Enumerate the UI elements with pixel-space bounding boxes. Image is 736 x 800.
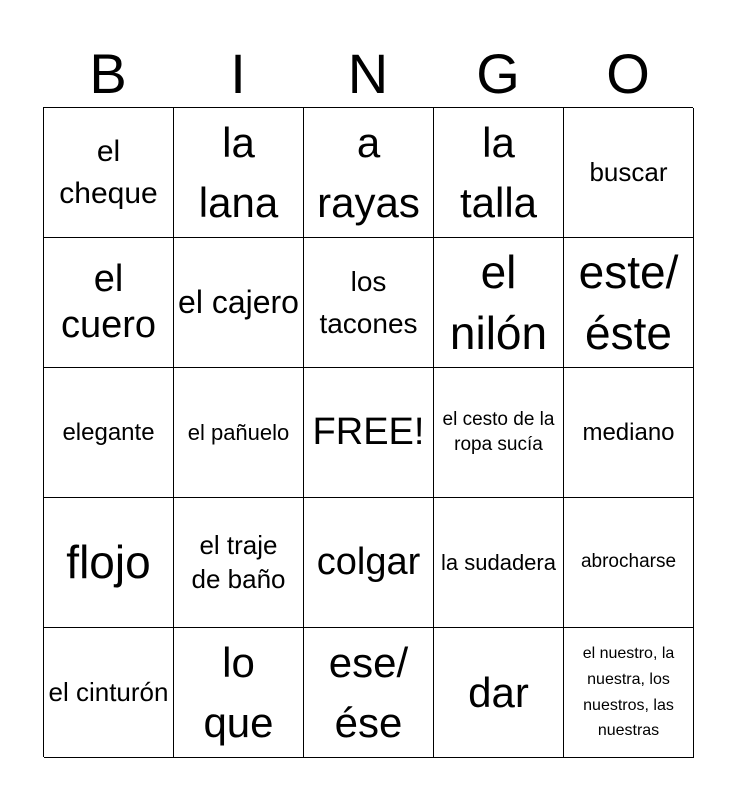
header-letter-i: I [230,42,246,105]
cell-text: el cinturón [48,676,169,707]
bingo-cell[interactable] [434,368,564,498]
bingo-cell[interactable] [434,498,564,628]
bingo-cell[interactable] [304,108,434,238]
cell-text: los tacones [319,265,418,339]
bingo-cell[interactable] [44,628,174,758]
header-letter-o: O [606,42,650,105]
bingo-board [43,107,693,757]
cell-text: este/ éste [578,245,679,359]
header-letter-b: B [89,42,127,105]
bingo-cell[interactable] [304,498,434,628]
bingo-cell[interactable] [564,498,694,628]
cell-text: el cheque [59,135,158,210]
cell-text: flojo [66,536,151,589]
cell-text: buscar [589,156,668,187]
cell-text: la lana [198,118,279,226]
bingo-cell[interactable] [434,628,564,758]
header-letter-g: G [476,42,520,105]
cell-text: el nilón [449,245,548,359]
cell-text: el cajero [178,283,299,320]
cell-text: mediano [582,418,675,446]
bingo-cell[interactable] [564,628,694,758]
bingo-cell[interactable] [44,368,174,498]
bingo-cell[interactable] [434,238,564,368]
bingo-header [43,40,693,108]
cell-text: el nuestro, la nuestra, los nuestros, las nuestras [582,645,675,740]
cell-text: dar [468,668,529,716]
bingo-cell[interactable] [174,108,304,238]
cell-text: la sudadera [441,550,556,575]
bingo-cell[interactable] [304,238,434,368]
cell-text: ese/ ése [328,638,409,746]
bingo-cell[interactable] [174,368,304,498]
bingo-cell[interactable] [564,368,694,498]
bingo-cell[interactable] [44,238,174,368]
cell-text: el traje de baño [191,529,286,594]
cell-text: elegante [62,418,155,446]
bingo-cell[interactable] [564,108,694,238]
bingo-cell[interactable] [564,238,694,368]
cell-text: abrocharse [580,551,677,573]
bingo-cell[interactable] [44,498,174,628]
bingo-cell[interactable] [304,368,434,498]
cell-text: el cuero [60,257,157,346]
cell-text: a rayas [317,118,420,226]
bingo-cell[interactable] [434,108,564,238]
bingo-cell[interactable] [174,238,304,368]
cell-text: el cesto de la ropa sucía [442,408,555,455]
bingo-cell[interactable] [174,498,304,628]
bingo-cell[interactable] [174,628,304,758]
cell-text: FREE! [312,410,425,453]
cell-text: la talla [459,118,538,226]
bingo-cell[interactable] [44,108,174,238]
cell-text: el pañuelo [187,420,290,445]
cell-text: colgar [316,540,421,583]
cell-text: lo que [203,638,274,746]
header-letter-n: N [347,42,389,105]
bingo-cell[interactable] [304,628,434,758]
